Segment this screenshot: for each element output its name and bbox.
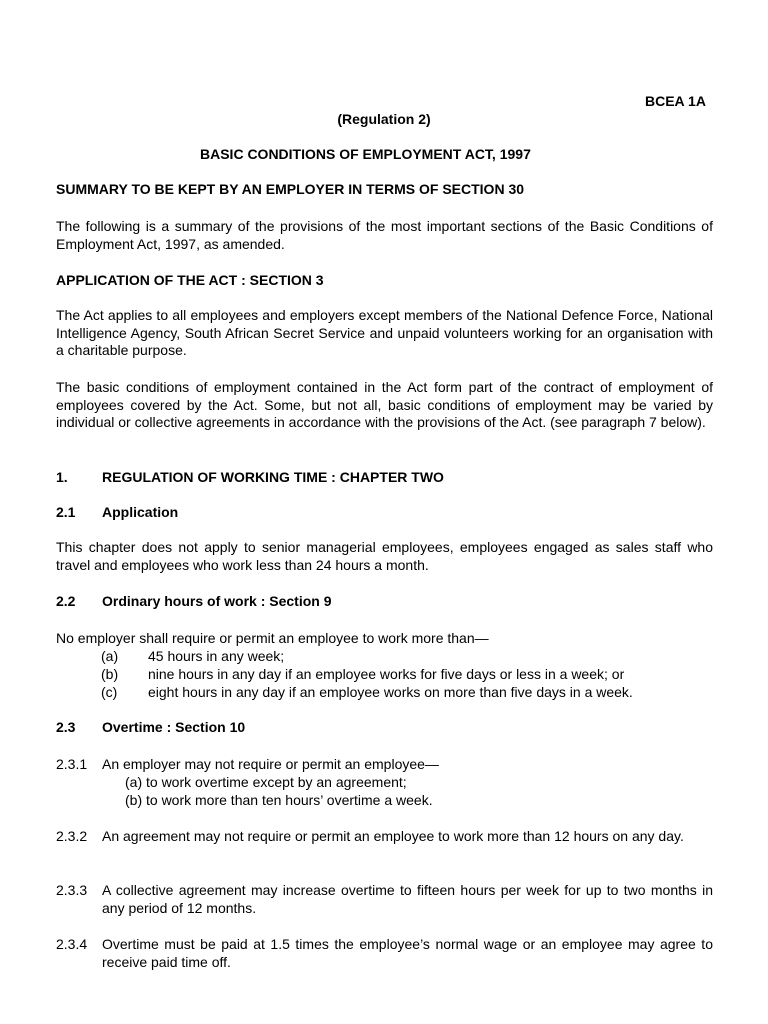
- section-title: Overtime : Section 10: [102, 719, 246, 735]
- subsection-number: 2.3.2: [56, 828, 88, 844]
- subsection-number: 2.3.1: [56, 756, 88, 772]
- regulation-reference: (Regulation 2): [337, 111, 431, 127]
- section-2-1-text: This chapter does not apply to senior managerial employees, employees engaged as sales staff who travel and employees who work less than 24 hours a month.: [56, 539, 713, 573]
- list-item: [101, 648, 284, 666]
- act-title: BASIC CONDITIONS OF EMPLOYMENT ACT, 1997: [200, 146, 531, 162]
- section-title: REGULATION OF WORKING TIME : CHAPTER TWO: [102, 469, 444, 485]
- application-paragraph-2: The basic conditions of employment contained in the Act form part of the contract of employment of employees covered by the Act. Some, but not all, basic conditions of employment may be varied by individual or collective agreements in accordance with the provisions of the Act. (see paragraph 7 below).: [56, 379, 713, 430]
- list-item-text: eight hours in any day if an employee works on more than five days in a week.: [148, 684, 633, 700]
- application-paragraph-1: The Act applies to all employees and employers except members of the National Defence Force, National Intelligence Agency, South African Secret Service and unpaid volunteers working for an organisation with a charitable purpose.: [56, 307, 713, 358]
- list-item: [101, 666, 624, 684]
- subsection-2-3-2: [56, 828, 713, 846]
- list-item-text: 45 hours in any week;: [148, 648, 285, 664]
- application-heading: APPLICATION OF THE ACT : SECTION 3: [56, 272, 324, 288]
- section-number: 1.: [56, 469, 68, 485]
- section-number: 2.2: [56, 593, 76, 609]
- subsection-2-3-4: [56, 936, 713, 971]
- subsection-number: 2.3.3: [56, 882, 88, 898]
- section-2-3-heading: [56, 719, 245, 737]
- list-item-label: (c): [101, 684, 118, 700]
- section-2-2-heading: [56, 593, 331, 611]
- subsection-text: Overtime must be paid at 1.5 times the employee’s normal wage or an employee may agree to receive paid time off.: [102, 936, 713, 970]
- list-item-label: (a): [101, 648, 119, 664]
- section-2-1-heading: [56, 504, 178, 522]
- subsection-list-item: (b) to work more than ten hours’ overtime a week.: [125, 792, 433, 808]
- section-2-2-text: No employer shall require or permit an employee to work more than—: [56, 630, 489, 646]
- section-title: Ordinary hours of work : Section 9: [102, 593, 332, 609]
- section-number: 2.1: [56, 504, 76, 520]
- subsection-2-3-1: [56, 756, 713, 774]
- section-title: Application: [102, 504, 179, 520]
- list-item: [101, 684, 633, 702]
- list-item-label: (b): [101, 666, 119, 682]
- section-1-heading: [56, 469, 444, 487]
- list-item-text: nine hours in any day if an employee works for five days or less in a week; or: [148, 666, 625, 682]
- subsection-2-3-3: [56, 882, 713, 917]
- subsection-text: An agreement may not require or permit an employee to work more than 12 hours on any day.: [102, 828, 684, 844]
- subsection-text: A collective agreement may increase overtime to fifteen hours per week for up to two months in any period of 12 months.: [102, 882, 713, 916]
- subsection-list-item: (a) to work overtime except by an agreement;: [125, 774, 407, 790]
- form-code: BCEA 1A: [645, 93, 706, 109]
- subsection-text: An employer may not require or permit an employee—: [102, 756, 439, 772]
- subsection-number: 2.3.4: [56, 936, 88, 952]
- section-number: 2.3: [56, 719, 76, 735]
- summary-title: SUMMARY TO BE KEPT BY AN EMPLOYER IN TERMS OF SECTION 30: [56, 181, 525, 197]
- intro-paragraph: The following is a summary of the provisions of the most important sections of the Basic Conditions of Employment Act, 1997, as amended.: [56, 218, 713, 252]
